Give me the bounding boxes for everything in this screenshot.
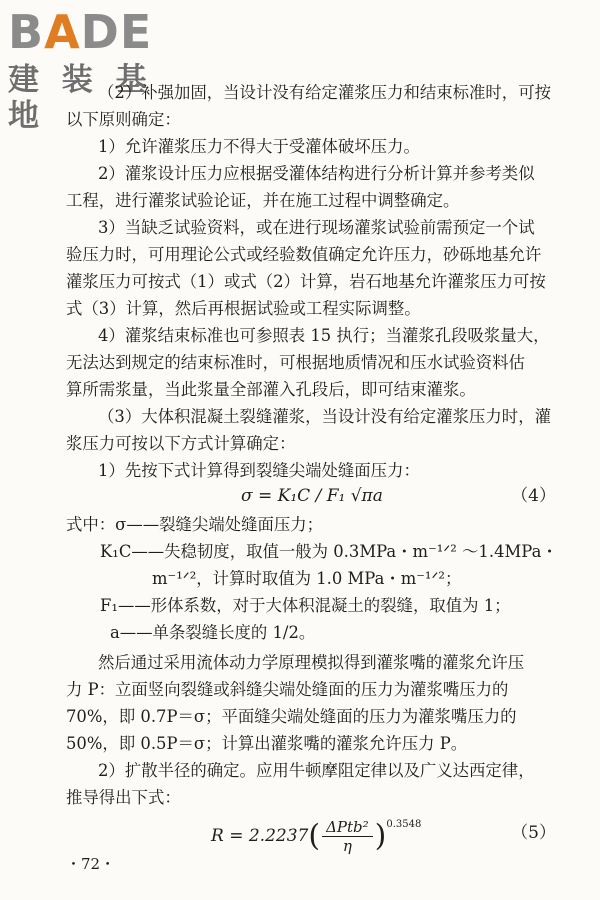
paragraph-line: 2）灌浆设计压力应根据受灌体结构进行分析计算并参考类似 bbox=[98, 164, 535, 183]
formula-4 bbox=[66, 484, 556, 512]
formula-5-exponent: 0.3548 bbox=[386, 819, 422, 830]
formula-5-numerator: ΔPtb² bbox=[322, 818, 373, 837]
formula-5-expression: R = 2.2237( $\frac{\text{ΔPtb²}}{\eta}$ )$^{0.3548}$ bbox=[211, 818, 422, 855]
paragraph-line: 3）当缺乏试验资料，或在进行现场灌浆试验前需预定一个试 bbox=[98, 218, 535, 237]
formula-4-number: （4） bbox=[511, 486, 556, 506]
page-number: ・72・ bbox=[66, 855, 116, 873]
paragraph-line: （2）补强加固，当设计没有给定灌浆压力和结束标准时，可按 bbox=[98, 83, 551, 102]
where-line: F₁——形体系数，对于大体积混凝土的裂缝，取值为 1； bbox=[100, 596, 511, 615]
paragraph-line: 1）先按下式计算得到裂缝尖端处缝面压力： bbox=[98, 461, 420, 480]
where-line: K₁C——失稳韧度，取值一般为 0.3MPa・m⁻¹ᐟ² ～1.4MPa・ bbox=[100, 542, 558, 561]
logo-brand: BADE bbox=[8, 5, 153, 59]
paragraph-line: 推导得出下式： bbox=[66, 788, 181, 807]
formula-4-expression: σ = K₁C / F₁ √πa bbox=[241, 486, 383, 506]
paragraph-line: 式（3）计算，然后再根据试验或工程实际调整。 bbox=[66, 299, 421, 318]
paragraph-line: 50%，即 0.5P＝σ；计算出灌浆嘴的灌浆允许压力 P。 bbox=[66, 734, 468, 753]
paragraph-line: 1）允许灌浆压力不得大于受灌体破坏压力。 bbox=[98, 137, 420, 156]
where-line: a——单条裂缝长度的 1/2。 bbox=[110, 623, 316, 642]
paragraph-line: 灌浆压力可按式（1）或式（2）计算，岩石地基允许灌浆压力可按 bbox=[66, 272, 546, 291]
where-line: 式中：σ——裂缝尖端处缝面压力； bbox=[66, 515, 324, 534]
paragraph-line: （3）大体积混凝土裂缝灌浆，当设计没有给定灌浆压力时，灌 bbox=[98, 407, 551, 426]
paragraph-line: 力 P：立面竖向裂缝或斜缝尖端处缝面的压力为灌浆嘴压力的 bbox=[66, 680, 509, 699]
formula-5 bbox=[66, 807, 556, 859]
paragraph-line: 算所需浆量，当此浆量全部灌入孔段后，即可结束灌浆。 bbox=[66, 380, 476, 399]
paragraph-line: 验压力时，可用理论公式或经验数值确定允许压力，砂砾地基允许 bbox=[66, 245, 542, 264]
paragraph-line: 工程，进行灌浆试验论证，并在施工过程中调整确定。 bbox=[66, 191, 460, 210]
paragraph-line: 浆压力可按以下方式计算确定： bbox=[66, 434, 296, 453]
formula-5-denominator: η bbox=[342, 837, 352, 855]
formula-5-lhs: R = 2.2237 bbox=[211, 826, 309, 846]
paragraph-line: 70%，即 0.7P＝σ；平面缝尖端处缝面的压力为灌浆嘴压力的 bbox=[66, 707, 517, 726]
formula-5-number: （5） bbox=[511, 823, 556, 843]
logo-subtitle: 建 装 基 地 bbox=[8, 62, 153, 134]
paragraph-line: 然后通过采用流体动力学原理模拟得到灌浆嘴的灌浆允许压 bbox=[98, 653, 525, 672]
where-line: m⁻¹ᐟ²，计算时取值为 1.0 MPa・m⁻¹ᐟ²； bbox=[152, 569, 462, 588]
paragraph-line: 4）灌浆结束标准也可参照表 15 执行；当灌浆孔段吸浆量大， bbox=[98, 326, 550, 345]
paragraph-line: 以下原则确定： bbox=[66, 110, 181, 129]
paragraph-line: 2）扩散半径的确定。应用牛顿摩阻定律以及广义达西定律， bbox=[98, 761, 535, 780]
paragraph-line: 无法达到规定的结束标准时，可根据地质情况和压水试验资料估 bbox=[66, 353, 525, 372]
formula-5-fraction bbox=[322, 818, 373, 855]
